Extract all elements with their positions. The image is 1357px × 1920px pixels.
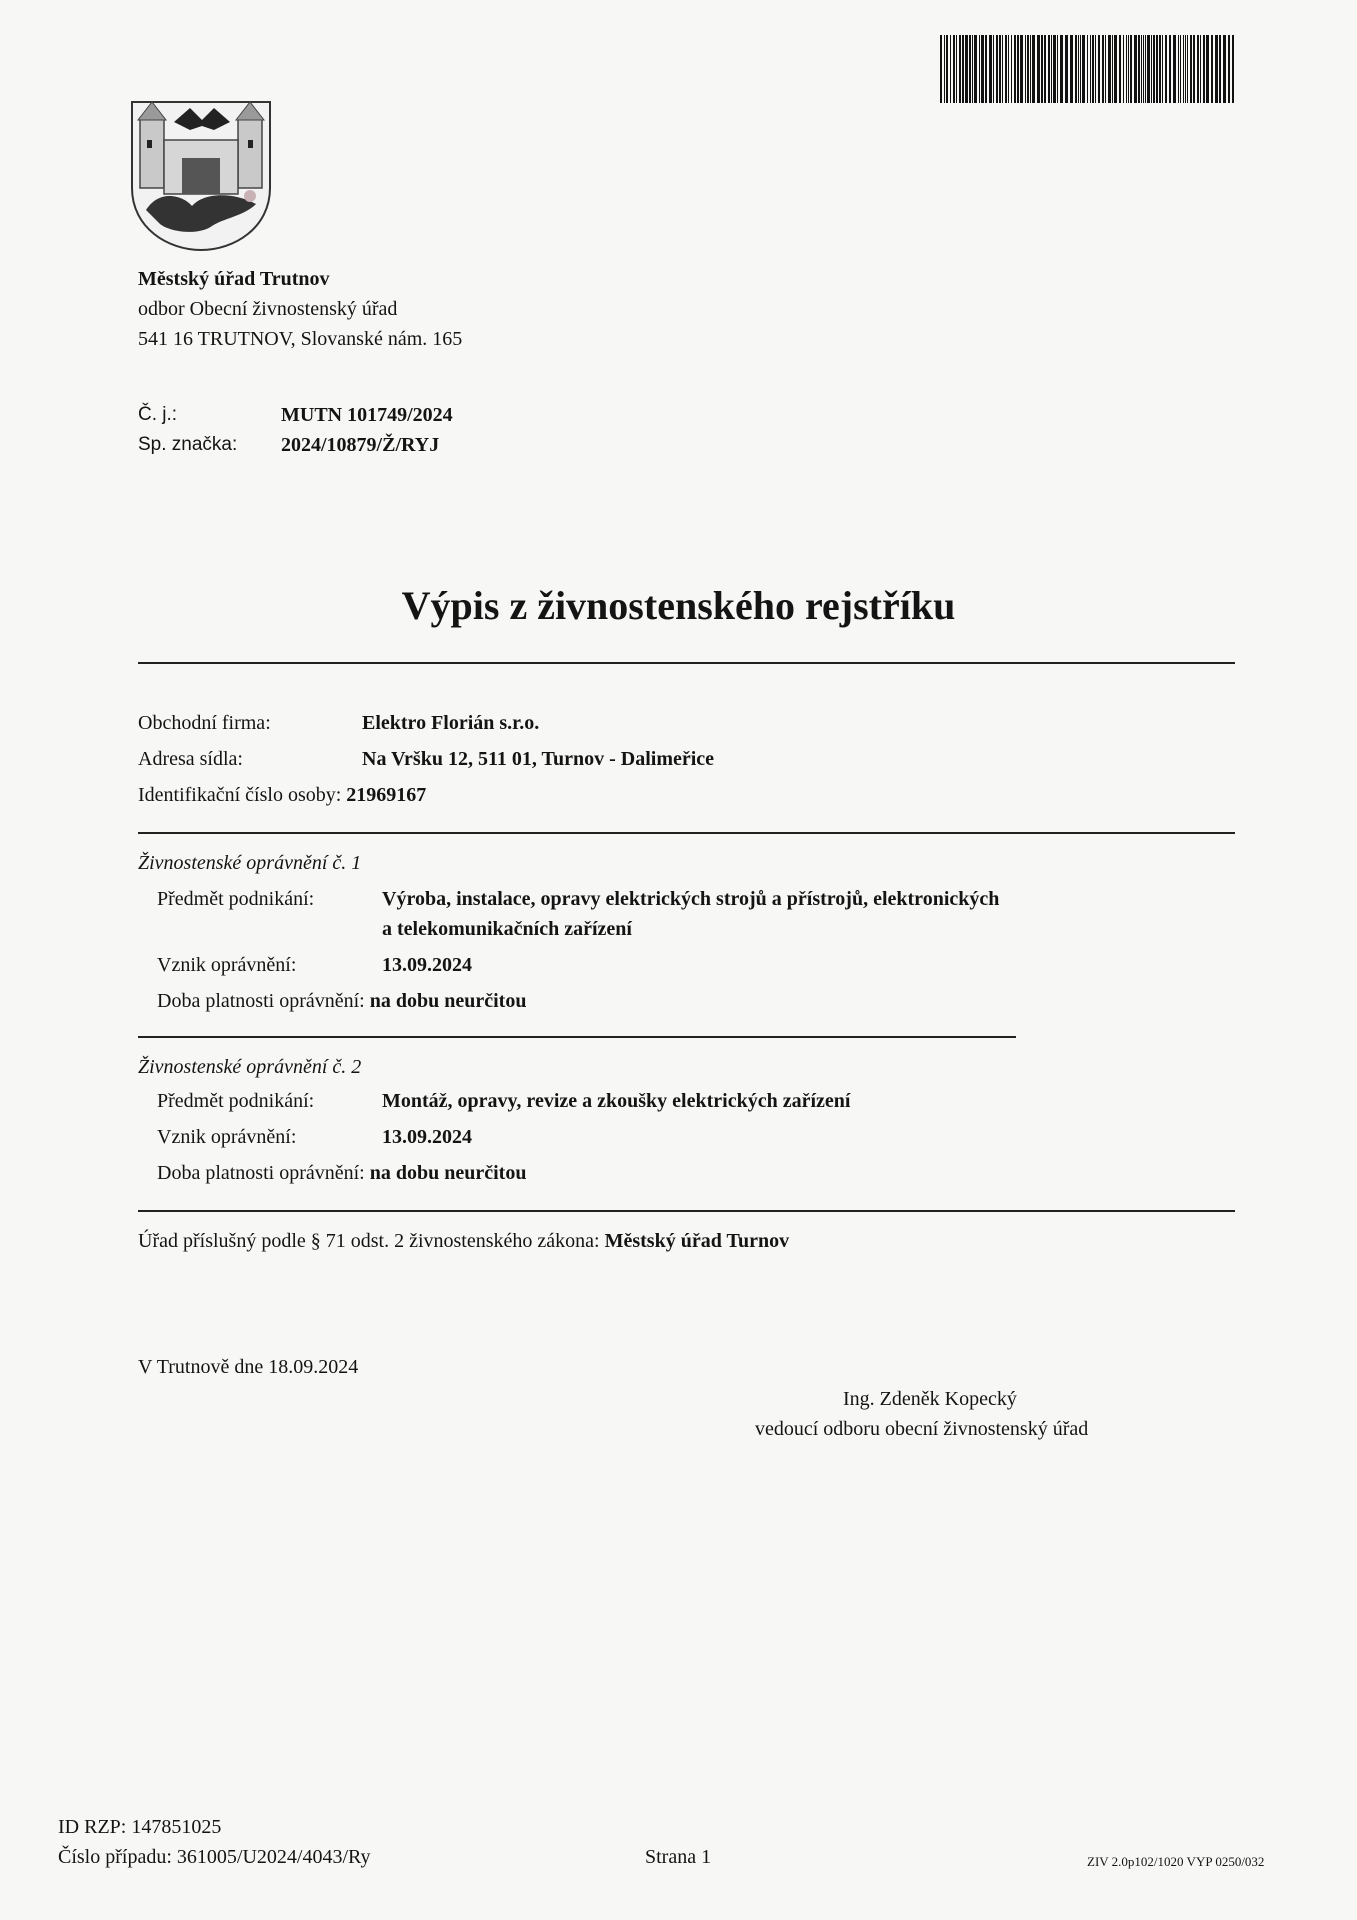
cj-label: Č. j.:	[138, 404, 178, 425]
license-1-heading: Živnostenské oprávnění č. 1	[138, 852, 362, 874]
cj-value: MUTN 101749/2024	[281, 404, 453, 426]
authority-name: Městský úřad Trutnov	[138, 268, 330, 290]
signatory-position: vedoucí odboru obecní živnostenský úřad	[755, 1418, 1089, 1440]
license-1-origin-label: Vznik oprávnění:	[157, 954, 297, 976]
company-id-value: 21969167	[346, 784, 427, 806]
company-name-value: Elektro Florián s.r.o.	[362, 712, 540, 734]
license-2-divider	[138, 1210, 1235, 1212]
license-2-validity-value: na dobu neurčitou	[369, 1162, 527, 1184]
license-1-validity	[157, 990, 526, 1013]
authority-address: 541 16 TRUTNOV, Slovanské nám. 165	[138, 328, 463, 350]
company-id	[138, 784, 426, 807]
license-1-subject-line2: a telekomunikačních zařízení	[382, 918, 632, 940]
company-address-label: Adresa sídla:	[138, 748, 243, 770]
footer-case-no: Číslo případu: 361005/U2024/4043/Ry	[58, 1846, 371, 1868]
license-1-validity-label: Doba platnosti oprávnění:	[157, 990, 365, 1012]
license-1-subject-label: Předmět podnikání:	[157, 888, 315, 910]
competent-office-label: Úřad příslušný podle § 71 odst. 2 živnostenského zákona:	[138, 1230, 600, 1252]
license-2-subject-line1: Montáž, opravy, revize a zkoušky elektrických zařízení	[382, 1090, 851, 1112]
license-2-validity-label: Doba platnosti oprávnění:	[157, 1162, 365, 1184]
footer-page-number: Strana 1	[645, 1846, 712, 1868]
license-1-subject-line1: Výroba, instalace, opravy elektrických strojů a přístrojů, elektronických	[382, 888, 1000, 910]
company-id-label: Identifikační číslo osoby:	[138, 784, 342, 806]
competent-office	[138, 1230, 789, 1253]
license-2-origin-label: Vznik oprávnění:	[157, 1126, 297, 1148]
license-2-subject-label: Předmět podnikání:	[157, 1090, 315, 1112]
signatory-name: Ing. Zdeněk Kopecký	[843, 1388, 1017, 1410]
authority-department: odbor Obecní živnostenský úřad	[138, 298, 398, 320]
footer-id-rzp: ID RZP: 147851025	[58, 1816, 222, 1838]
page-title: Výpis z živnostenského rejstříku	[401, 583, 956, 628]
license-1-origin-value: 13.09.2024	[382, 954, 472, 976]
company-address-value: Na Vršku 12, 511 01, Turnov - Dalimeřice	[362, 748, 715, 770]
license-2-origin-value: 13.09.2024	[382, 1126, 472, 1148]
title-divider	[138, 662, 1235, 664]
place-date: V Trutnově dne 18.09.2024	[138, 1356, 359, 1378]
spzn-label: Sp. značka:	[138, 434, 238, 455]
barcode-icon	[940, 35, 1236, 103]
competent-office-value: Městský úřad Turnov	[604, 1230, 790, 1252]
license-2-heading: Živnostenské oprávnění č. 2	[138, 1056, 362, 1078]
footer-form-code: ZIV 2.0p102/1020 VYP 0250/032	[1087, 1854, 1265, 1869]
company-name-label: Obchodní firma:	[138, 712, 271, 734]
license-2-validity	[157, 1162, 526, 1185]
license-1-divider	[138, 1036, 1016, 1038]
company-divider	[138, 832, 1235, 834]
coat-of-arms-icon	[130, 100, 272, 252]
license-1-validity-value: na dobu neurčitou	[369, 990, 527, 1012]
spzn-value: 2024/10879/Ž/RYJ	[281, 434, 440, 456]
